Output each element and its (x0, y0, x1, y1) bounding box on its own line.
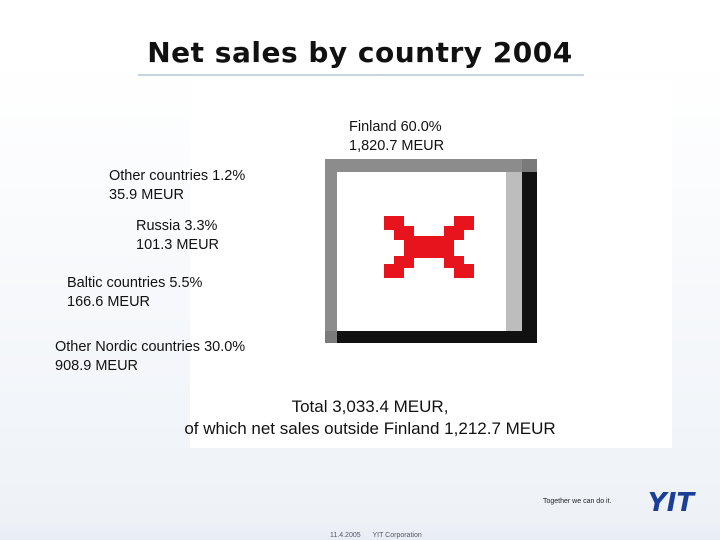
slice-other-nordic-percent-label: Other Nordic countries 30.0% (55, 339, 246, 355)
slice-finland-percent-label: Finland 60.0% (349, 119, 442, 135)
frame-right-edge (522, 172, 537, 343)
footer-date: 11.4.2005 (330, 532, 361, 539)
slice-label-finland (349, 118, 444, 156)
slice-russia-percent-label: Russia 3.3% (136, 218, 218, 234)
slice-label-other-countries (109, 167, 245, 205)
slice-other-nordic-value-label: 908.9 MEUR (55, 358, 139, 374)
slice-label-russia (136, 217, 219, 255)
frame-inner-right (506, 172, 522, 331)
slice-label-other-nordic (55, 338, 245, 376)
slice-other-countries-percent-label: Other countries 1.2% (109, 168, 246, 184)
slice-finland-value-label: 1,820.7 MEUR (349, 138, 445, 154)
slice-baltic-value-label: 166.6 MEUR (67, 294, 151, 310)
slice-label-baltic (67, 274, 202, 312)
slide-title: Net sales by country 2004 (147, 36, 573, 69)
frame-bottom-edge (337, 331, 537, 343)
slice-baltic-percent-label: Baltic countries 5.5% (67, 275, 203, 291)
footer-company: YIT Corporation (372, 532, 422, 539)
total-line-2: of which net sales outside Finland 1,212.7 MEUR (184, 419, 556, 438)
total-summary (150, 396, 590, 440)
total-line-1: Total 3,033.4 MEUR, (291, 397, 449, 416)
slice-other-countries-value-label: 35.9 MEUR (109, 187, 184, 203)
yit-logo-text: YIT (647, 488, 695, 516)
footer-tagline: Together we can do it. (543, 498, 612, 505)
yit-logo (634, 486, 708, 516)
footer-meta (330, 532, 432, 539)
slice-russia-value-label: 101.3 MEUR (136, 237, 220, 253)
